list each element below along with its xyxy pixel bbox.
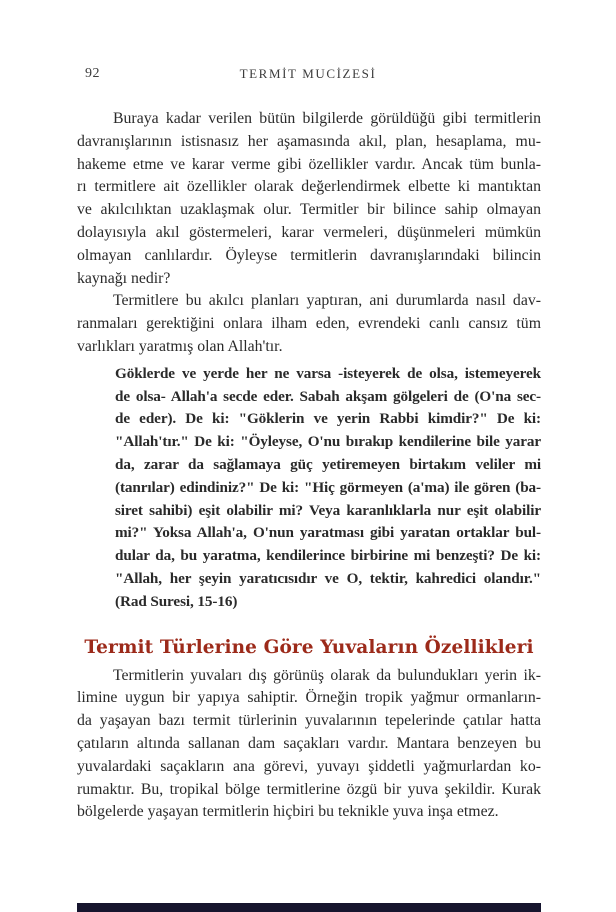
quote-line: Göklerde ve yerde her ne varsa -isteyerek de olsa, istemeyerek xyxy=(115,364,541,382)
text-line: rumaktır. Bu, tropikal bölge termitlerine özgü bir yuva şekildir. Kurak xyxy=(77,780,541,798)
text-line: Termitlerin yuvaları dış görünüş olarak da bulundukları yerin ik- xyxy=(113,666,541,684)
text-line: varlıkları yaratmış olan Allah'tır. xyxy=(77,337,283,355)
quote-line: dular da, bu yaratma, kendilerince birbirine mi benzeşti? De ki: xyxy=(115,547,541,565)
quote-line: mi?" Yoksa Allah'a, O'nun yaratması gibi yaratan ortaklar bul- xyxy=(115,524,541,542)
paragraph-1 xyxy=(77,108,541,290)
text-line: rı termitlere ait özellikler olarak değerlendirmek elbette ki mantıktan xyxy=(77,178,541,196)
quote-line: (tanrılar) edindiniz?" De ki: "Hiç görmeyen (a'ma) ile gören (ba- xyxy=(115,478,541,496)
text-line: yuvalardaki saçakların ana görevi, yuvayı şiddetli yağmurlardan ko- xyxy=(77,757,541,775)
text-line: kaynağı nedir? xyxy=(77,269,171,287)
quote-line: "Allah'tır." De ki: "Öyleyse, O'nu bırakıp kendilerine bile yarar xyxy=(115,433,541,451)
text-line: ranmaları gerektiğini onlara ilham eden, evrendeki canlı cansız tüm xyxy=(77,315,541,333)
text-line: limine uygun bir yapıya sahiptir. Örneğin tropik yağmur ormanların- xyxy=(77,689,541,707)
quote-line: da, zarar da sağlamaya güç yetiremeyen birtakım veliler mi xyxy=(115,455,541,473)
text-block xyxy=(77,108,541,824)
text-line: davranışlarının istisnasız her aşamasında akıl, plan, hesaplama, mu- xyxy=(77,132,541,150)
quote-line: "Allah, her şeyin yaratıcısıdır ve O, tektir, kahredici olandır." xyxy=(115,569,541,587)
section-heading: Termit Türlerine Göre Yuvaların Özellikleri xyxy=(84,636,534,658)
text-line: dolayısıyla akıl göstermeleri, karar vermeleri, düşünmeleri mümkün xyxy=(77,223,541,241)
text-line: hakeme etme ve karar verme gibi özellikler vardır. Ancak tüm bunla- xyxy=(77,155,541,173)
quote-line: de olsa- Allah'a secde eder. Sabah akşam gölgeleri de (O'na sec- xyxy=(115,387,541,405)
quote-line: siret sahibi) eşit olabilir mi? Veya karanlıklarla nur eşit olabilir xyxy=(115,501,541,519)
text-line: Buraya kadar verilen bütün bilgilerde görüldüğü gibi termitlerin xyxy=(113,110,541,127)
page-number: 92 xyxy=(85,66,100,81)
quote-line: de eder). De ki: "Göklerin ve yerin Rabbi kimdir?" De ki: xyxy=(115,410,541,428)
text-line: Termitlere bu akılcı planları yaptıran, ani durumlarda nasıl dav- xyxy=(113,292,541,310)
text-line: olmayan canlılardır. Öyleyse termitlerin davranışlarındaki bilincin xyxy=(77,246,541,264)
running-title: TERMİT MUCİZESİ xyxy=(239,66,377,81)
paragraph-3 xyxy=(77,665,541,825)
quote-source: (Rad Suresi, 15-16) xyxy=(115,592,238,610)
text-line: ve akılcılıktan uzaklaşmak olur. Termitler bir bilince sahip olmayan xyxy=(77,201,541,219)
quote-block xyxy=(115,363,541,614)
text-line: çatıların altında sallanan dam saçakları vardır. Mantara benzeyen bu xyxy=(77,734,541,752)
text-line: bölgelerde yaşayan termitlerin hiçbiri bu teknikle yuva inşa etmez. xyxy=(77,803,499,821)
page-header xyxy=(0,66,616,86)
paragraph-2 xyxy=(77,290,541,358)
text-line: da yaşayan bazı termit türlerinin yuvalarının tepelerinde çatılar hatta xyxy=(77,712,541,730)
bottom-bar xyxy=(77,903,541,912)
